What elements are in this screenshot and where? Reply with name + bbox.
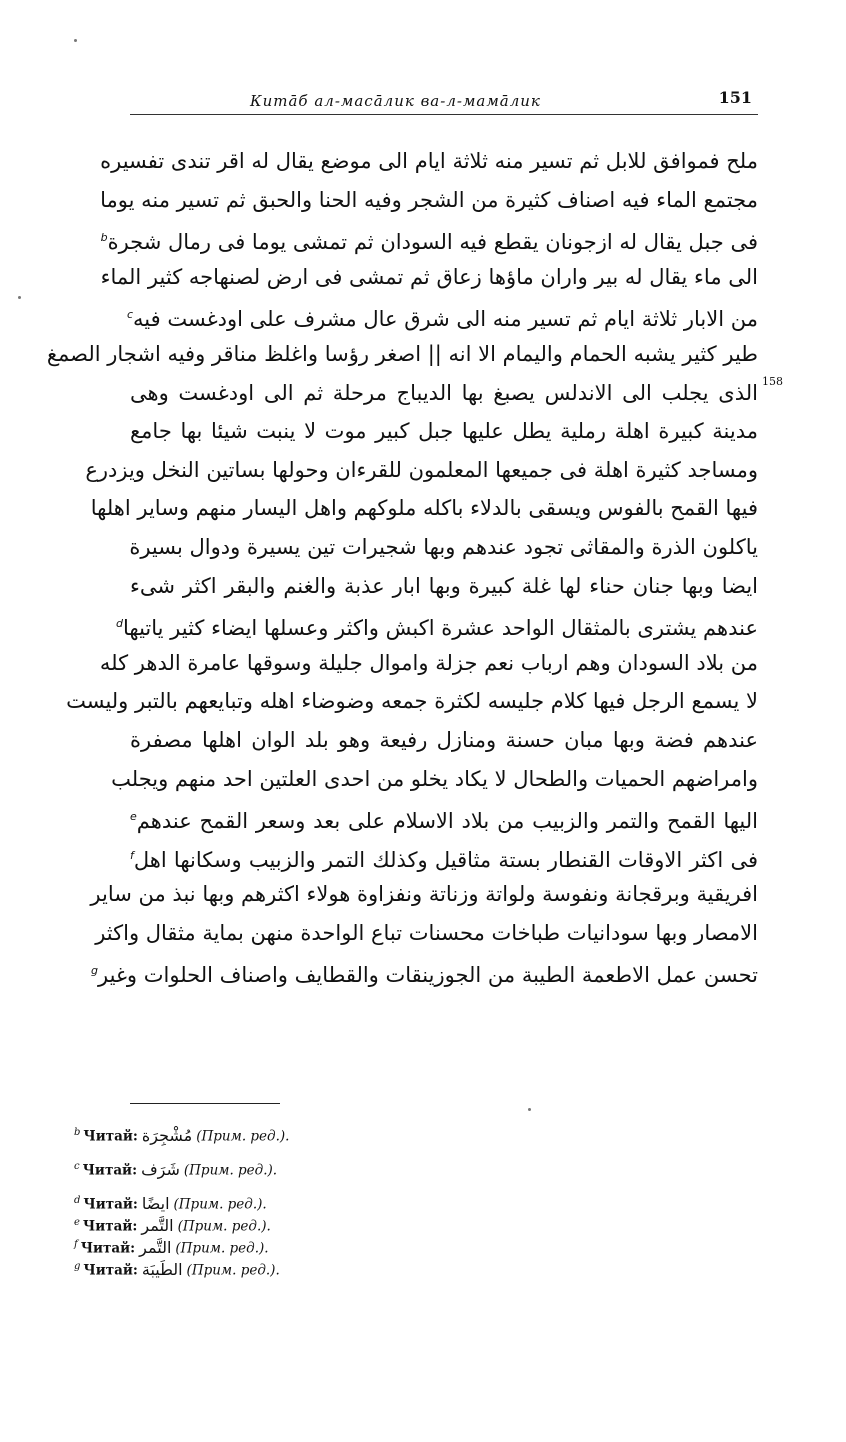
line-text: وامراضهم الحميات والطحال لا يكاد يخلو من احدى العلتين احد منهم ويجلب bbox=[111, 766, 758, 791]
footnote bbox=[74, 1190, 634, 1212]
footnote-arabic-word: الطَيبَة bbox=[141, 1259, 183, 1279]
footnote-arabic-word: ايضًا bbox=[141, 1193, 170, 1213]
text-line bbox=[100, 219, 758, 258]
footnote-label: Читай: bbox=[83, 1128, 138, 1145]
line-text: فى اكثر الاوقات القنطار بستة مثاقيل وكذلك التمر والزبيب وسكانها اهل bbox=[133, 847, 758, 872]
text-line bbox=[130, 798, 758, 837]
footnote-editor-note: (Прим. ред.). bbox=[177, 1218, 271, 1235]
line-text: ملح فموافق للابل ثم تسير منه ثلاثة ايام الى موضع يقال له اقر تندى تفسيره bbox=[100, 149, 758, 173]
footnote-ref: f bbox=[130, 848, 134, 862]
running-title: Китāб ал-масāлик ва-л-мамāлик bbox=[250, 92, 541, 110]
footnote-mark: e bbox=[74, 1217, 80, 1228]
line-text: لا يسمع الرجل فيها كلام جليسه لكثرة جمعه وضوضاء اهله وتبايعهم بالتبر وليست bbox=[66, 689, 758, 714]
line-text: ايضا وبها جنان حناء لها غلة كبيرة وبها ابار عذبة والغنم والبقر اكثر شىء bbox=[130, 573, 758, 598]
manuscript-folio-number: 158 bbox=[762, 375, 783, 388]
text-line bbox=[99, 644, 758, 683]
page-header bbox=[130, 88, 758, 115]
text-line bbox=[130, 528, 758, 567]
text-line bbox=[100, 258, 758, 297]
line-text: تحسن عمل الاطعمة الطيبة من الجوزينقات والقطايف واصناف الحلوات وغير bbox=[98, 963, 758, 988]
line-text: ياكلون الذرة والمقاثى تجود عندهم وبها شجيرات تين يسيرة ودوال بسيرة bbox=[129, 534, 758, 559]
footnote-label: Читай: bbox=[82, 1218, 138, 1235]
footnote-mark: g bbox=[74, 1261, 81, 1272]
line-text: من بلاد السودان وهم ارباب نعم جزلة واموال جليلة وسوقها عامرة الدهر كله bbox=[99, 650, 758, 675]
paper-speck bbox=[74, 39, 77, 42]
footnote-ref: d bbox=[116, 617, 123, 631]
line-text: افريقية وبرقجانة ونفوسة ولواتة وزناتة ونفزاوة هولاء اكثرهم وبها نبذ من ساير bbox=[90, 882, 758, 907]
text-line bbox=[126, 296, 758, 335]
text-line bbox=[130, 567, 758, 606]
footnote-arabic-word: شَرَف bbox=[141, 1159, 180, 1179]
text-line bbox=[90, 489, 758, 528]
footnote-label: Читай: bbox=[83, 1196, 138, 1213]
footnote-editor-note: (Прим. ред.). bbox=[186, 1262, 280, 1279]
text-line bbox=[130, 412, 758, 451]
footnote-arabic-word: التَّمر bbox=[139, 1237, 172, 1257]
text-line bbox=[130, 721, 758, 760]
text-line bbox=[130, 374, 758, 413]
footnote bbox=[74, 1256, 634, 1278]
text-line bbox=[85, 451, 758, 490]
footnote-label: Читай: bbox=[80, 1240, 136, 1257]
footnote-ref: c bbox=[126, 308, 134, 322]
line-text: طير كثير يشبه الحمام واليمام الا انه || اصغر رؤسا واغلظ مناقر وفيه اشجار الصمغ bbox=[46, 341, 758, 366]
line-text: عندهم يشترى بالمثقال الواحد عشرة اكبش واكثر وعسلها ايضاء كثير ياتيها bbox=[122, 616, 758, 641]
text-line bbox=[111, 760, 758, 799]
footnote bbox=[74, 1156, 634, 1178]
footnote bbox=[74, 1234, 634, 1256]
text-line bbox=[130, 837, 758, 876]
footnote-label: Читай: bbox=[82, 1162, 138, 1179]
text-line bbox=[46, 335, 758, 374]
paper-speck bbox=[528, 1108, 531, 1111]
text-line bbox=[116, 605, 758, 644]
footnote bbox=[74, 1122, 634, 1144]
footnote-mark: d bbox=[74, 1195, 81, 1206]
line-text: من الابار ثلاثة ايام ثم تسير منه الى شرق عال مشرف على اودغست فيه bbox=[133, 307, 758, 332]
footnote-editor-note: (Прим. ред.). bbox=[173, 1196, 267, 1213]
line-text: الامصار وبها سودانيات طباخات محسنات تباع الواحدة منهن بماية مثقال واكثر bbox=[95, 920, 758, 945]
footnotes bbox=[74, 1122, 634, 1278]
footnote-divider bbox=[130, 1103, 280, 1104]
footnote-editor-note: (Прим. ред.). bbox=[196, 1128, 290, 1145]
line-text: عندهم فضة وبها مبان حسنة ومنازل رفيعة وهو بلد الوان اهلها مصفرة bbox=[130, 727, 758, 752]
text-line bbox=[66, 682, 758, 721]
arabic-body-text bbox=[46, 142, 758, 991]
text-line bbox=[90, 875, 758, 914]
footnote-mark: c bbox=[74, 1161, 80, 1172]
line-text: مجتمع الماء فيه اصناف كثيرة من الشجر وفيه الحنا والحبق ثم تسير منه يوما bbox=[100, 187, 758, 212]
footnote-label: Читай: bbox=[83, 1262, 138, 1279]
line-text: فى جبل يقال له ازجونان يقطع فيه السودان ثم تمشى يوما فى رمال شجرة bbox=[107, 230, 758, 255]
line-text: ومساجد كثيرة اهلة فى جميعها المعلمون للقرءان وحولها بساتين النخل ويزدرع bbox=[85, 457, 758, 482]
footnote-ref: b bbox=[100, 231, 108, 245]
footnote-editor-note: (Прим. ред.). bbox=[175, 1240, 269, 1257]
footnote-arabic-word: التَّمر bbox=[141, 1215, 174, 1235]
footnote-mark: b bbox=[74, 1127, 81, 1138]
page-number: 151 bbox=[718, 88, 752, 107]
line-text: الى ماء يقال له بير واران ماؤها زعاق ثم تمشى فى ارض لصنهاجه كثير الماء bbox=[100, 264, 758, 289]
line-text: مدينة كبيرة اهلة رملية يطل عليها جبل كبير موت لا ينبت شيئا بها جامع bbox=[130, 419, 758, 444]
text-line bbox=[91, 952, 758, 991]
text-line bbox=[100, 181, 758, 220]
line-text: اليها القمح والتمر والزبيب من بلاد الاسلام على بعد وسعر القمح عندهم bbox=[136, 809, 758, 834]
footnote-ref: g bbox=[91, 964, 99, 978]
text-line bbox=[100, 142, 758, 181]
line-text: الذى يجلب الى الاندلس يصبغ بها الديباج مرحلة ثم الى اودغست وهى bbox=[130, 380, 758, 405]
text-line bbox=[95, 914, 758, 953]
paper-speck bbox=[18, 296, 21, 299]
footnote bbox=[74, 1212, 634, 1234]
footnote-arabic-word: مُشْجِرَة bbox=[141, 1125, 193, 1145]
footnote-mark: f bbox=[74, 1239, 78, 1250]
line-text: فيها القمح بالفوس ويسقى بالدلاء باكله ملوكهم واهل اليسار منهم وساير اهلها bbox=[90, 496, 758, 521]
footnote-editor-note: (Прим. ред.). bbox=[183, 1162, 278, 1179]
footnote-ref: e bbox=[130, 810, 137, 824]
